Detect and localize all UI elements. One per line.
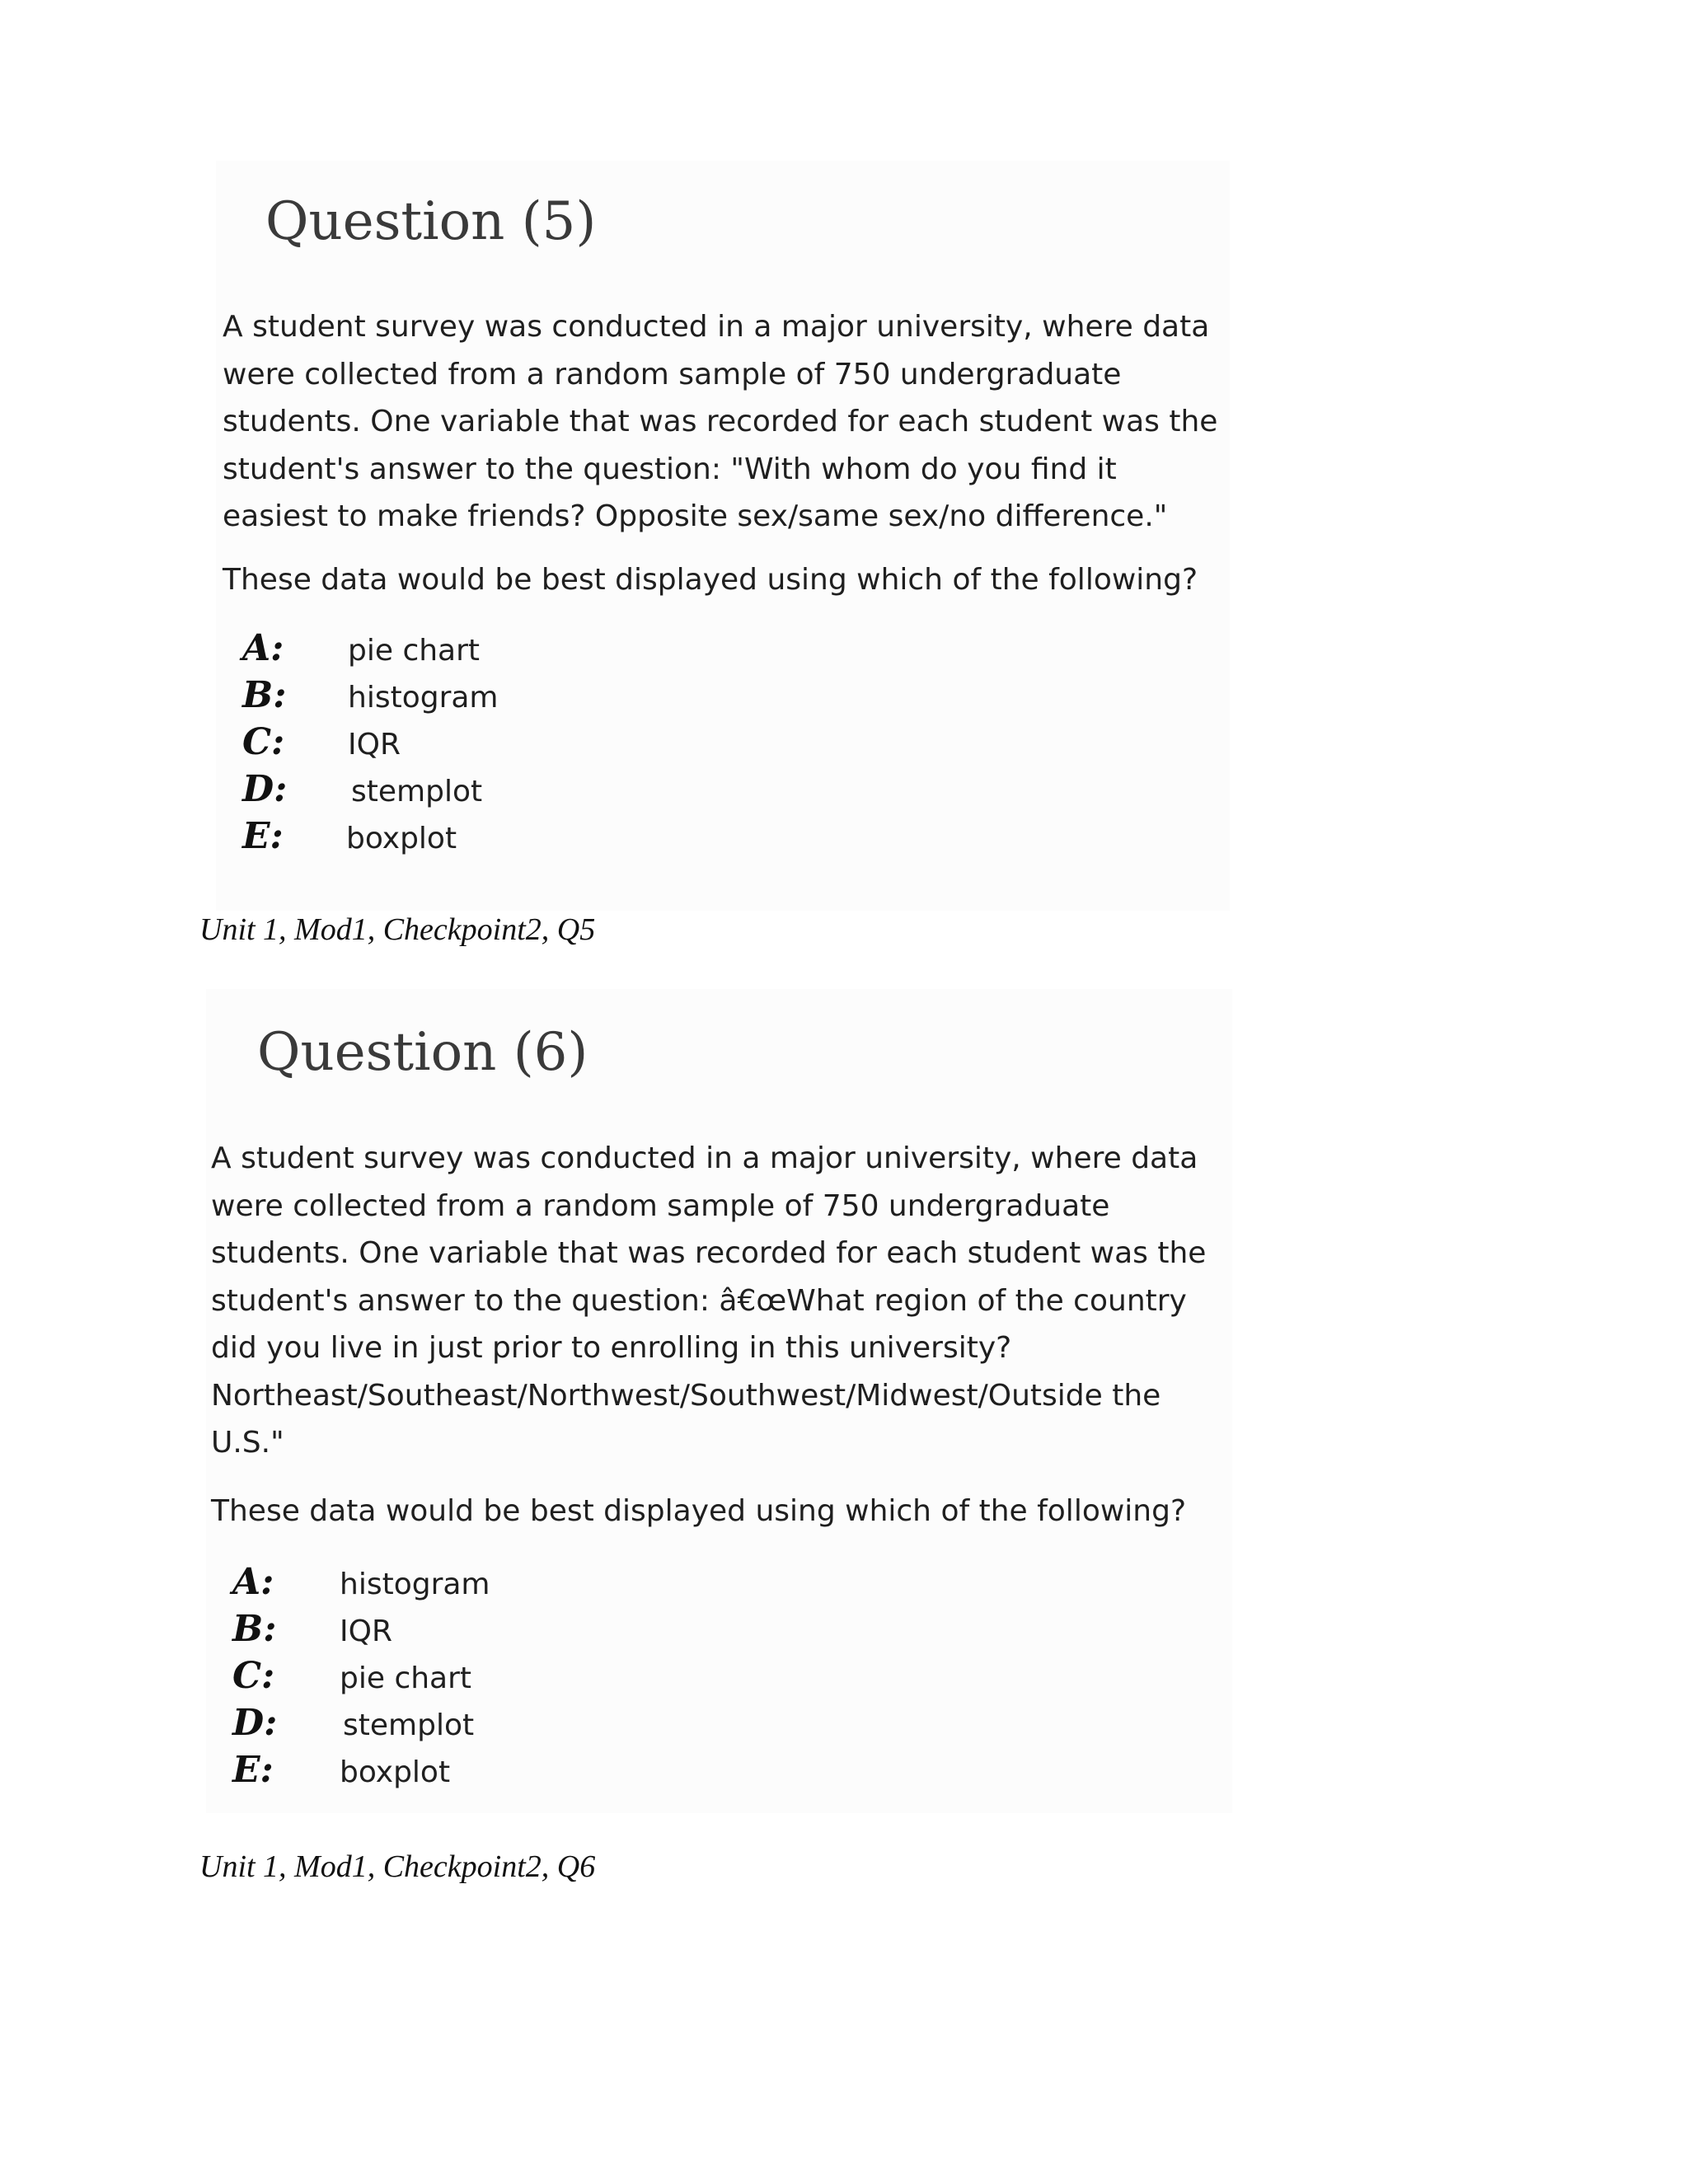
choice-text: IQR xyxy=(348,728,401,762)
choice-text: pie chart xyxy=(340,1661,472,1695)
choice-text: pie chart xyxy=(348,634,481,668)
question-6-body-line: students. One variable that was recorded for each student was the xyxy=(211,1236,1207,1270)
question-5-body-line: student's answer to the question: "With whom do you find it xyxy=(223,452,1117,486)
question-6-prompt: These data would be best displayed using which of the following? xyxy=(211,1494,1187,1528)
question-6-source: Unit 1, Mod1, Checkpoint2, Q6 xyxy=(199,1849,596,1884)
question-6-body-line: A student survey was conducted in a major university, where data xyxy=(211,1141,1198,1175)
question-6-body-line: were collected from a random sample of 750 undergraduate xyxy=(211,1188,1110,1223)
question-5-prompt: These data would be best displayed using which of the following? xyxy=(223,563,1198,597)
question-5-body-line: easiest to make friends? Opposite sex/same sex/no difference." xyxy=(223,499,1168,533)
choice-text: stemplot xyxy=(343,1708,475,1742)
question-6-body-line: Northeast/Southeast/Northwest/Southwest/Midwest/Outside the xyxy=(211,1378,1161,1413)
question-5-body-line: were collected from a random sample of 750 undergraduate xyxy=(223,357,1122,391)
question-6-title: Question (6) xyxy=(257,1022,588,1083)
question-5-title: Question (5) xyxy=(265,191,597,252)
choice-letter: A: xyxy=(232,1561,274,1603)
question-6-body-line: student's answer to the question: â€œWhat region of the country xyxy=(211,1283,1187,1318)
choice-letter: D: xyxy=(232,1702,278,1744)
question-6-body xyxy=(211,1135,1206,1467)
choice-text: boxplot xyxy=(340,1755,451,1789)
question-6-body-line: U.S." xyxy=(211,1426,284,1460)
choice-letter: C: xyxy=(242,721,285,763)
choice-text: boxplot xyxy=(346,822,457,855)
choice-letter: D: xyxy=(242,768,288,810)
choice-text: histogram xyxy=(348,681,499,715)
choice-letter: A: xyxy=(242,627,284,669)
choice-text: stemplot xyxy=(351,775,483,808)
question-5-body-line: A student survey was conducted in a major university, where data xyxy=(223,310,1210,344)
choice-letter: C: xyxy=(232,1655,275,1697)
question-6-body-line: did you live in just prior to enrolling in this university? xyxy=(211,1331,1012,1365)
question-5-source: Unit 1, Mod1, Checkpoint2, Q5 xyxy=(199,912,596,947)
choice-text: histogram xyxy=(340,1568,490,1601)
choice-letter: B: xyxy=(232,1608,277,1650)
choice-letter: E: xyxy=(232,1749,274,1791)
choice-letter: B: xyxy=(242,674,287,716)
question-5-body xyxy=(223,303,1217,541)
choice-text: IQR xyxy=(340,1615,392,1648)
choice-letter: E: xyxy=(242,815,284,857)
question-5-body-line: students. One variable that was recorded for each student was the xyxy=(223,405,1218,438)
